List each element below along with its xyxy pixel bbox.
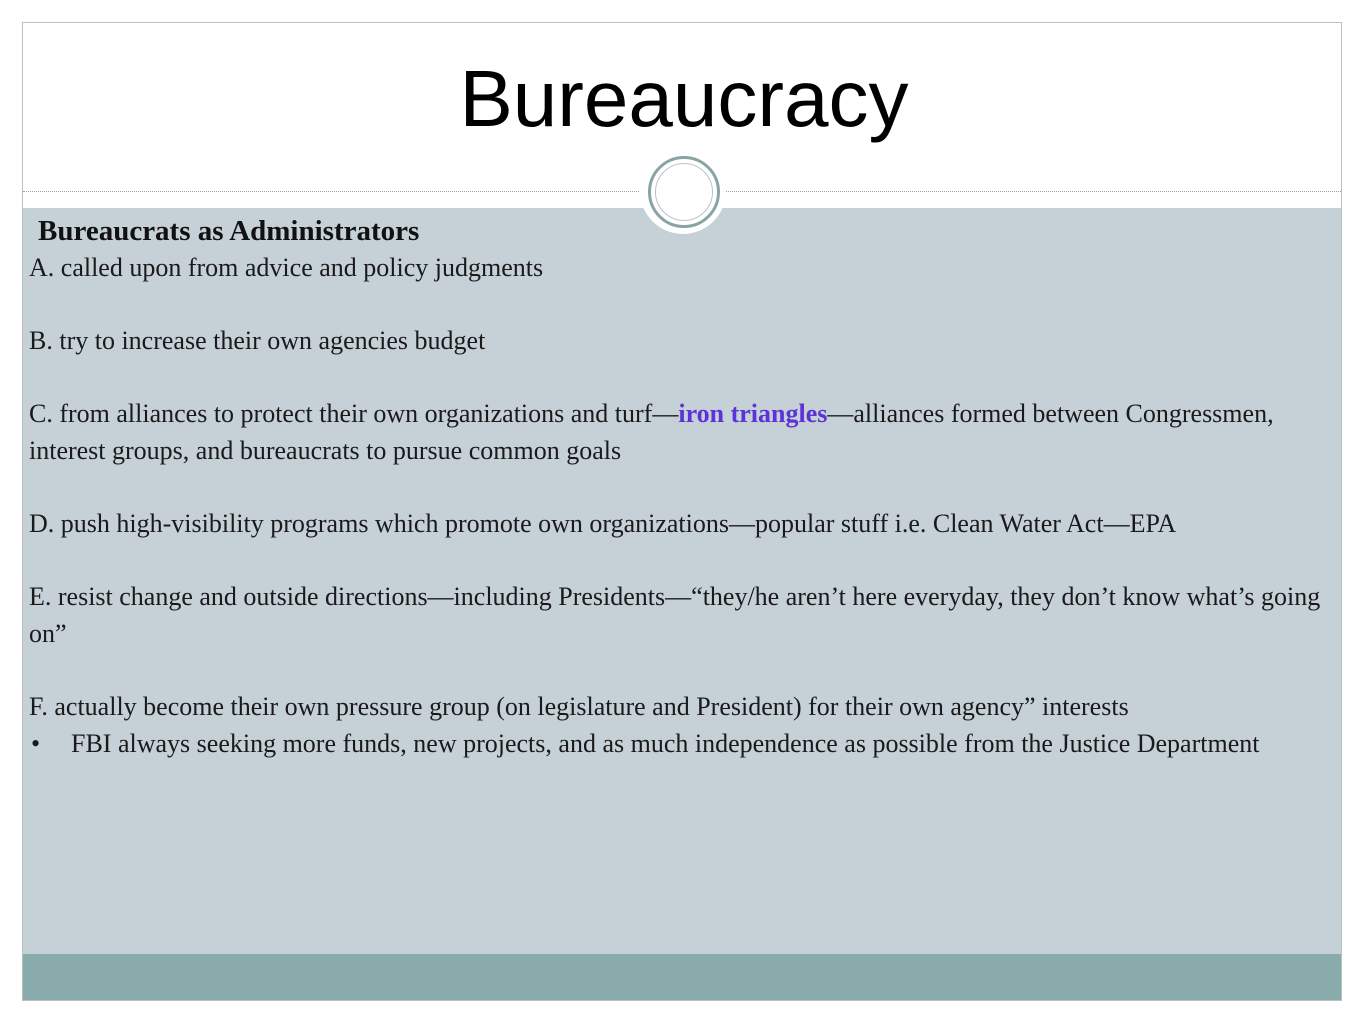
slide-body <box>29 212 1329 762</box>
point-a: A. called upon from advice and policy judgments <box>29 253 544 282</box>
footer-bar <box>23 954 1342 1001</box>
point-c-text-end: —alliances formed between Congressmen, interest groups, and bureaucrats to pursue common goals <box>29 399 1274 465</box>
point-b: B. try to increase their own agencies budget <box>29 326 486 355</box>
bullet-icon: • <box>31 729 41 758</box>
point-c <box>29 395 1329 469</box>
bullet-item <box>29 725 1329 762</box>
bullet-text: FBI always seeking more funds, new projects, and as much independence as possible from the Justice Department <box>71 729 1260 758</box>
section-heading: Bureaucrats as Administrators <box>38 215 420 247</box>
point-c-text-start: C. from alliances to protect their own organizations and turf— <box>29 399 679 428</box>
point-e: E. resist change and outside directions—including Presidents—“they/he aren’t here everyday, they don’t know what’s going on” <box>29 582 1321 648</box>
point-c-emphasis: iron triangles <box>678 399 828 428</box>
slide <box>22 22 1342 1001</box>
point-d: D. push high-visibility programs which promote own organizations—popular stuff i.e. Clean Water Act—EPA <box>29 509 1177 538</box>
slide-title: Bureaucracy <box>459 54 909 143</box>
point-f: F. actually become their own pressure group (on legislature and President) for their own agency” interests <box>29 692 1129 721</box>
